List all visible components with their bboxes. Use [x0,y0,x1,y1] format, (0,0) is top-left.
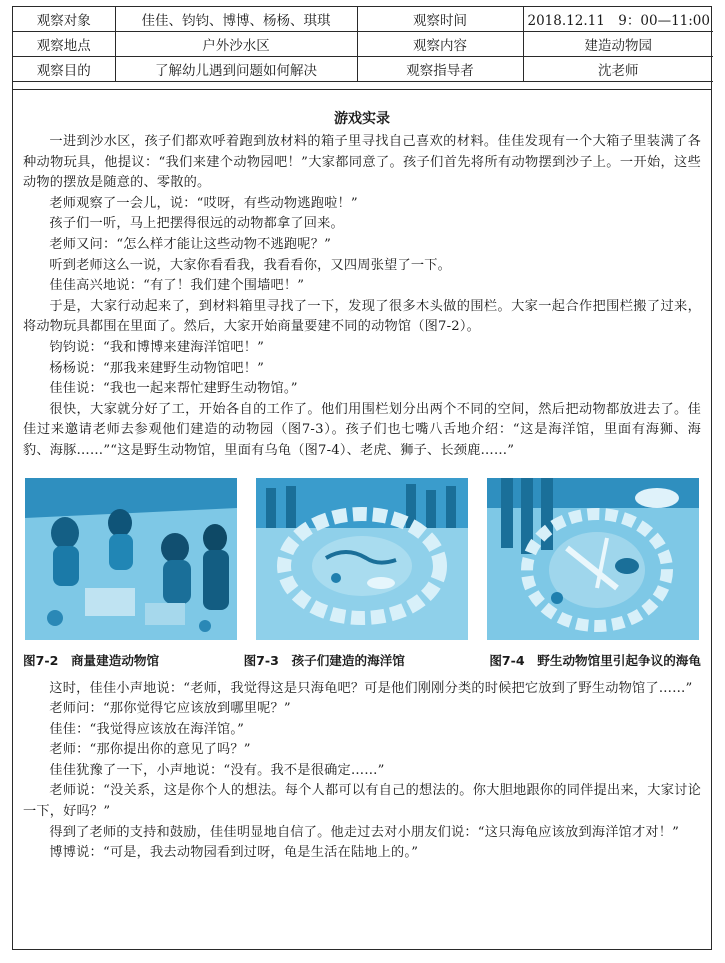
label-observation-teacher: 观察指导者 [357,57,523,82]
paragraph: 孩子们一听，马上把摆得很远的动物都拿了回来。 [49,216,344,232]
paragraph: 博博说：“可是，我去动物园看到过呀，龟是生活在陆地上的。” [49,845,419,861]
label-observation-time: 观察时间 [357,7,523,32]
game-record-section [13,89,711,949]
paragraph: 老师观察了一会儿，说：“哎呀，有些动物逃跑啦！” [49,195,358,211]
label-observation-content: 观察内容 [357,32,523,57]
photo-children-discussing [25,478,237,640]
figure-caption: 图7-4 野生动物馆里引起争议的海龟 [489,652,701,668]
paragraph: 钧钧说：“我和博博来建海洋馆吧！” [49,339,265,355]
photo-ocean-hall [256,478,468,640]
paragraph: 听到老师这么一说，大家你看看我，我看看你，又四周张望了一下。 [49,257,452,273]
figure-captions [23,650,701,669]
value-observation-place: 户外沙水区 [115,32,357,57]
value-observation-time: 2018.12.11 9：00—11:00 [523,7,713,32]
value-observation-subject: 佳佳、钧钧、博博、杨杨、琪琪 [115,7,357,32]
photo-wildlife-hall-turtle [487,478,699,640]
label-observation-subject: 观察对象 [13,7,115,32]
info-row-place-content [13,32,713,57]
paragraph: 佳佳：“我觉得应该放在海洋馆。” [49,721,245,737]
paragraph: 杨杨说：“那我来建野生动物馆吧！” [49,360,265,376]
label-observation-place: 观察地点 [13,32,115,57]
value-observation-goal: 了解幼儿遇到问题如何解决 [115,57,357,82]
paragraph: 佳佳犹豫了一下，小声地说：“没有。我不是很确定……” [49,762,385,778]
paragraph: 一进到沙水区，孩子们都欢呼着跑到放材料的箱子里寻找自己喜欢的材料。佳佳发现有一个大箱子里装满了各种动物玩具，他提议：“我们来建个动物园吧！”大家都同意了。孩子们首先将所有动物摆到沙子上。一开始，这些动物的摆放是随意的、零散的。 [23,134,701,191]
section-title: 游戏实录 [334,111,390,127]
paragraph: 老师又问：“怎么样才能让这些动物不逃跑呢？” [49,236,332,252]
photo-strip [25,478,699,640]
paragraph: 于是，大家行动起来了，到材料箱里寻找了一下，发现了很多木头做的围栏。大家一起合作把围栏搬了过来，将动物玩具都围在里面了。然后，大家开始商量要建不同的动物馆（图7-2）。 [23,298,701,335]
paragraph: 佳佳说：“我也一起来帮忙建野生动物馆。” [49,381,298,397]
info-row-goal-teacher [13,57,713,82]
observation-record-sheet [12,6,712,950]
paragraph: 佳佳高兴地说：“有了！我们建个围墙吧！” [49,278,305,294]
narrative-bottom [23,679,701,864]
figure-caption: 图7-2 商量建造动物馆 [23,652,160,668]
label-observation-goal: 观察目的 [13,57,115,82]
info-row-subject-time [13,7,713,32]
paragraph: 老师说：“没关系，这是你个人的想法。每个人都可以有自己的想法的。你大胆地跟你的同伴提出来，大家讨论一下，好吗？” [23,783,701,820]
paragraph: 老师问：“那你觉得它应该放到哪里呢？” [49,701,291,717]
paragraph: 很快，大家就分好了工，开始各自的工作了。他们用围栏划分出两个不同的空间，然后把动物都放进去了。佳佳过来邀请老师去参观他们建造的动物园（图7-3）。孩子们也七嘴八舌地介绍：“这是海洋馆，里面有海狮、海豹、海豚……”“这是野生动物馆，里面有乌龟（图7-4）、老虎、狮子、长颈鹿……” [23,401,701,458]
figure-caption: 图7-3 孩子们建造的海洋馆 [243,652,405,668]
paragraph: 老师：“那你提出你的意见了吗？” [49,742,251,758]
observation-info-table [13,7,713,82]
value-observation-teacher: 沈老师 [523,57,713,82]
paragraph: 这时，佳佳小声地说：“老师，我觉得这是只海龟吧？可是他们刚刚分类的时候把它放到了野生动物馆了……” [49,680,693,696]
narrative-top [23,132,701,462]
value-observation-content: 建造动物园 [523,32,713,57]
paragraph: 得到了老师的支持和鼓励，佳佳明显地自信了。他走过去对小朋友们说：“这只海龟应该放到海洋馆才对！” [49,824,680,840]
